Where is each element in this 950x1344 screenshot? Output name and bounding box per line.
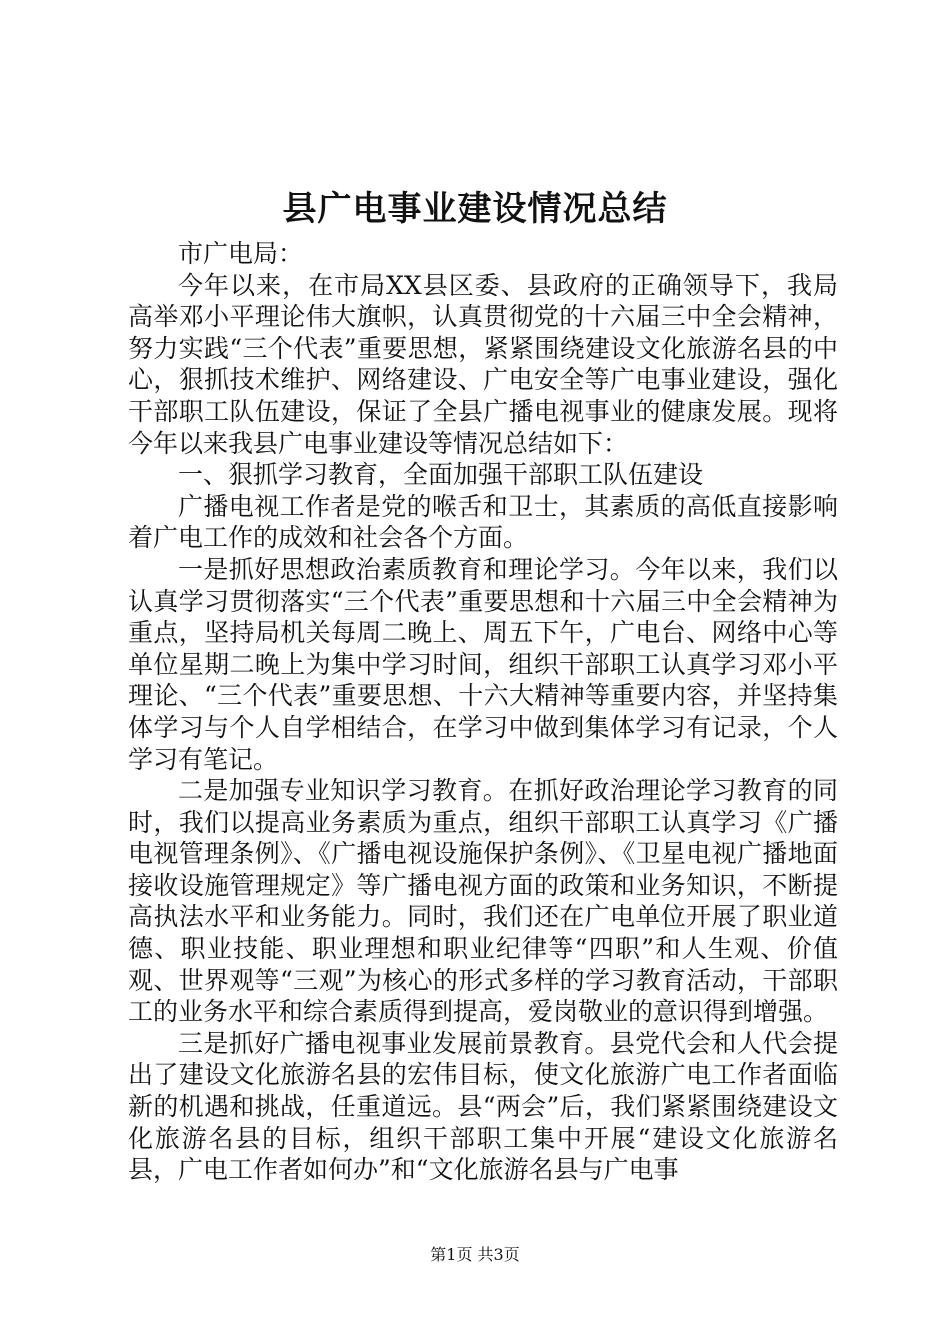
section-heading: 一、狠抓学习教育，全面加强干部职工队伍建设 [178, 460, 704, 490]
paragraph-intro: 今年以来，在市局XX县区委、县政府的正确领导下，我局高举邓小平理论伟大旗帜，认真贯彻党的十六届三中全会精神，努力实践“三个代表”重要思想，紧紧围绕建设文化旅游名县的中心，狠抓技术维护、网络建设、广电安全等广电事业建设，强化干部职工队伍建设，保证了全县广播电视事业的健康发展。现将今年以来我县广电事业建设等情况总结如下： [128, 270, 838, 458]
paragraph: 三是抓好广播电视事业发展前景教育。县党代会和人代会提出了建设文化旅游名县的宏伟目标，使文化旅游广电工作者面临新的机遇和挑战，任重道远。县“两会”后，我们紧紧围绕建设文化旅游名县的目标，组织干部职工集中开展“建设文化旅游名县，广电工作者如何办”和“文化旅游名县与广电事 [128, 1028, 838, 1185]
page-footer: 第1页 共3页 [430, 1245, 520, 1264]
paragraph: 二是加强专业知识学习教育。在抓好政治理论学习教育的同时，我们以提高业务素质为重点，组织干部职工认真学习《广播电视管理条例》、《广播电视设施保护条例》、《卫星电视广播地面接收设施管理规定》等广播电视方面的政策和业务知识，不断提高执法水平和业务能力。同时，我们还在广电单位开展了职业道德、职业技能、职业理想和职业纪律等“四职”和人生观、价值观、世界观等“三观”为核心的形式多样的学习教育活动，干部职工的业务水平和综合素质得到提高，爱岗敬业的意识得到增强。 [128, 776, 838, 1027]
paragraph: 一是抓好思想政治素质教育和理论学习。今年以来，我们以认真学习贯彻落实“三个代表”重要思想和十六届三中全会精神为重点，坚持局机关每周二晚上、周五下午，广电台、网络中心等单位星期二晚上为集中学习时间，组织干部职工认真学习邓小平理论、“三个代表”重要思想、十六大精神等重要内容，并坚持集体学习与个人自学相结合，在学习中做到集体学习有记录，个人学习有笔记。 [128, 554, 838, 774]
salutation: 市广电局： [178, 239, 304, 268]
paragraph: 广播电视工作者是党的喉舌和卫士，其素质的高低直接影响着广电工作的成效和社会各个方面。 [128, 491, 838, 553]
document-title: 县广电事业建设情况总结 [282, 189, 668, 229]
document-body [128, 238, 838, 1186]
